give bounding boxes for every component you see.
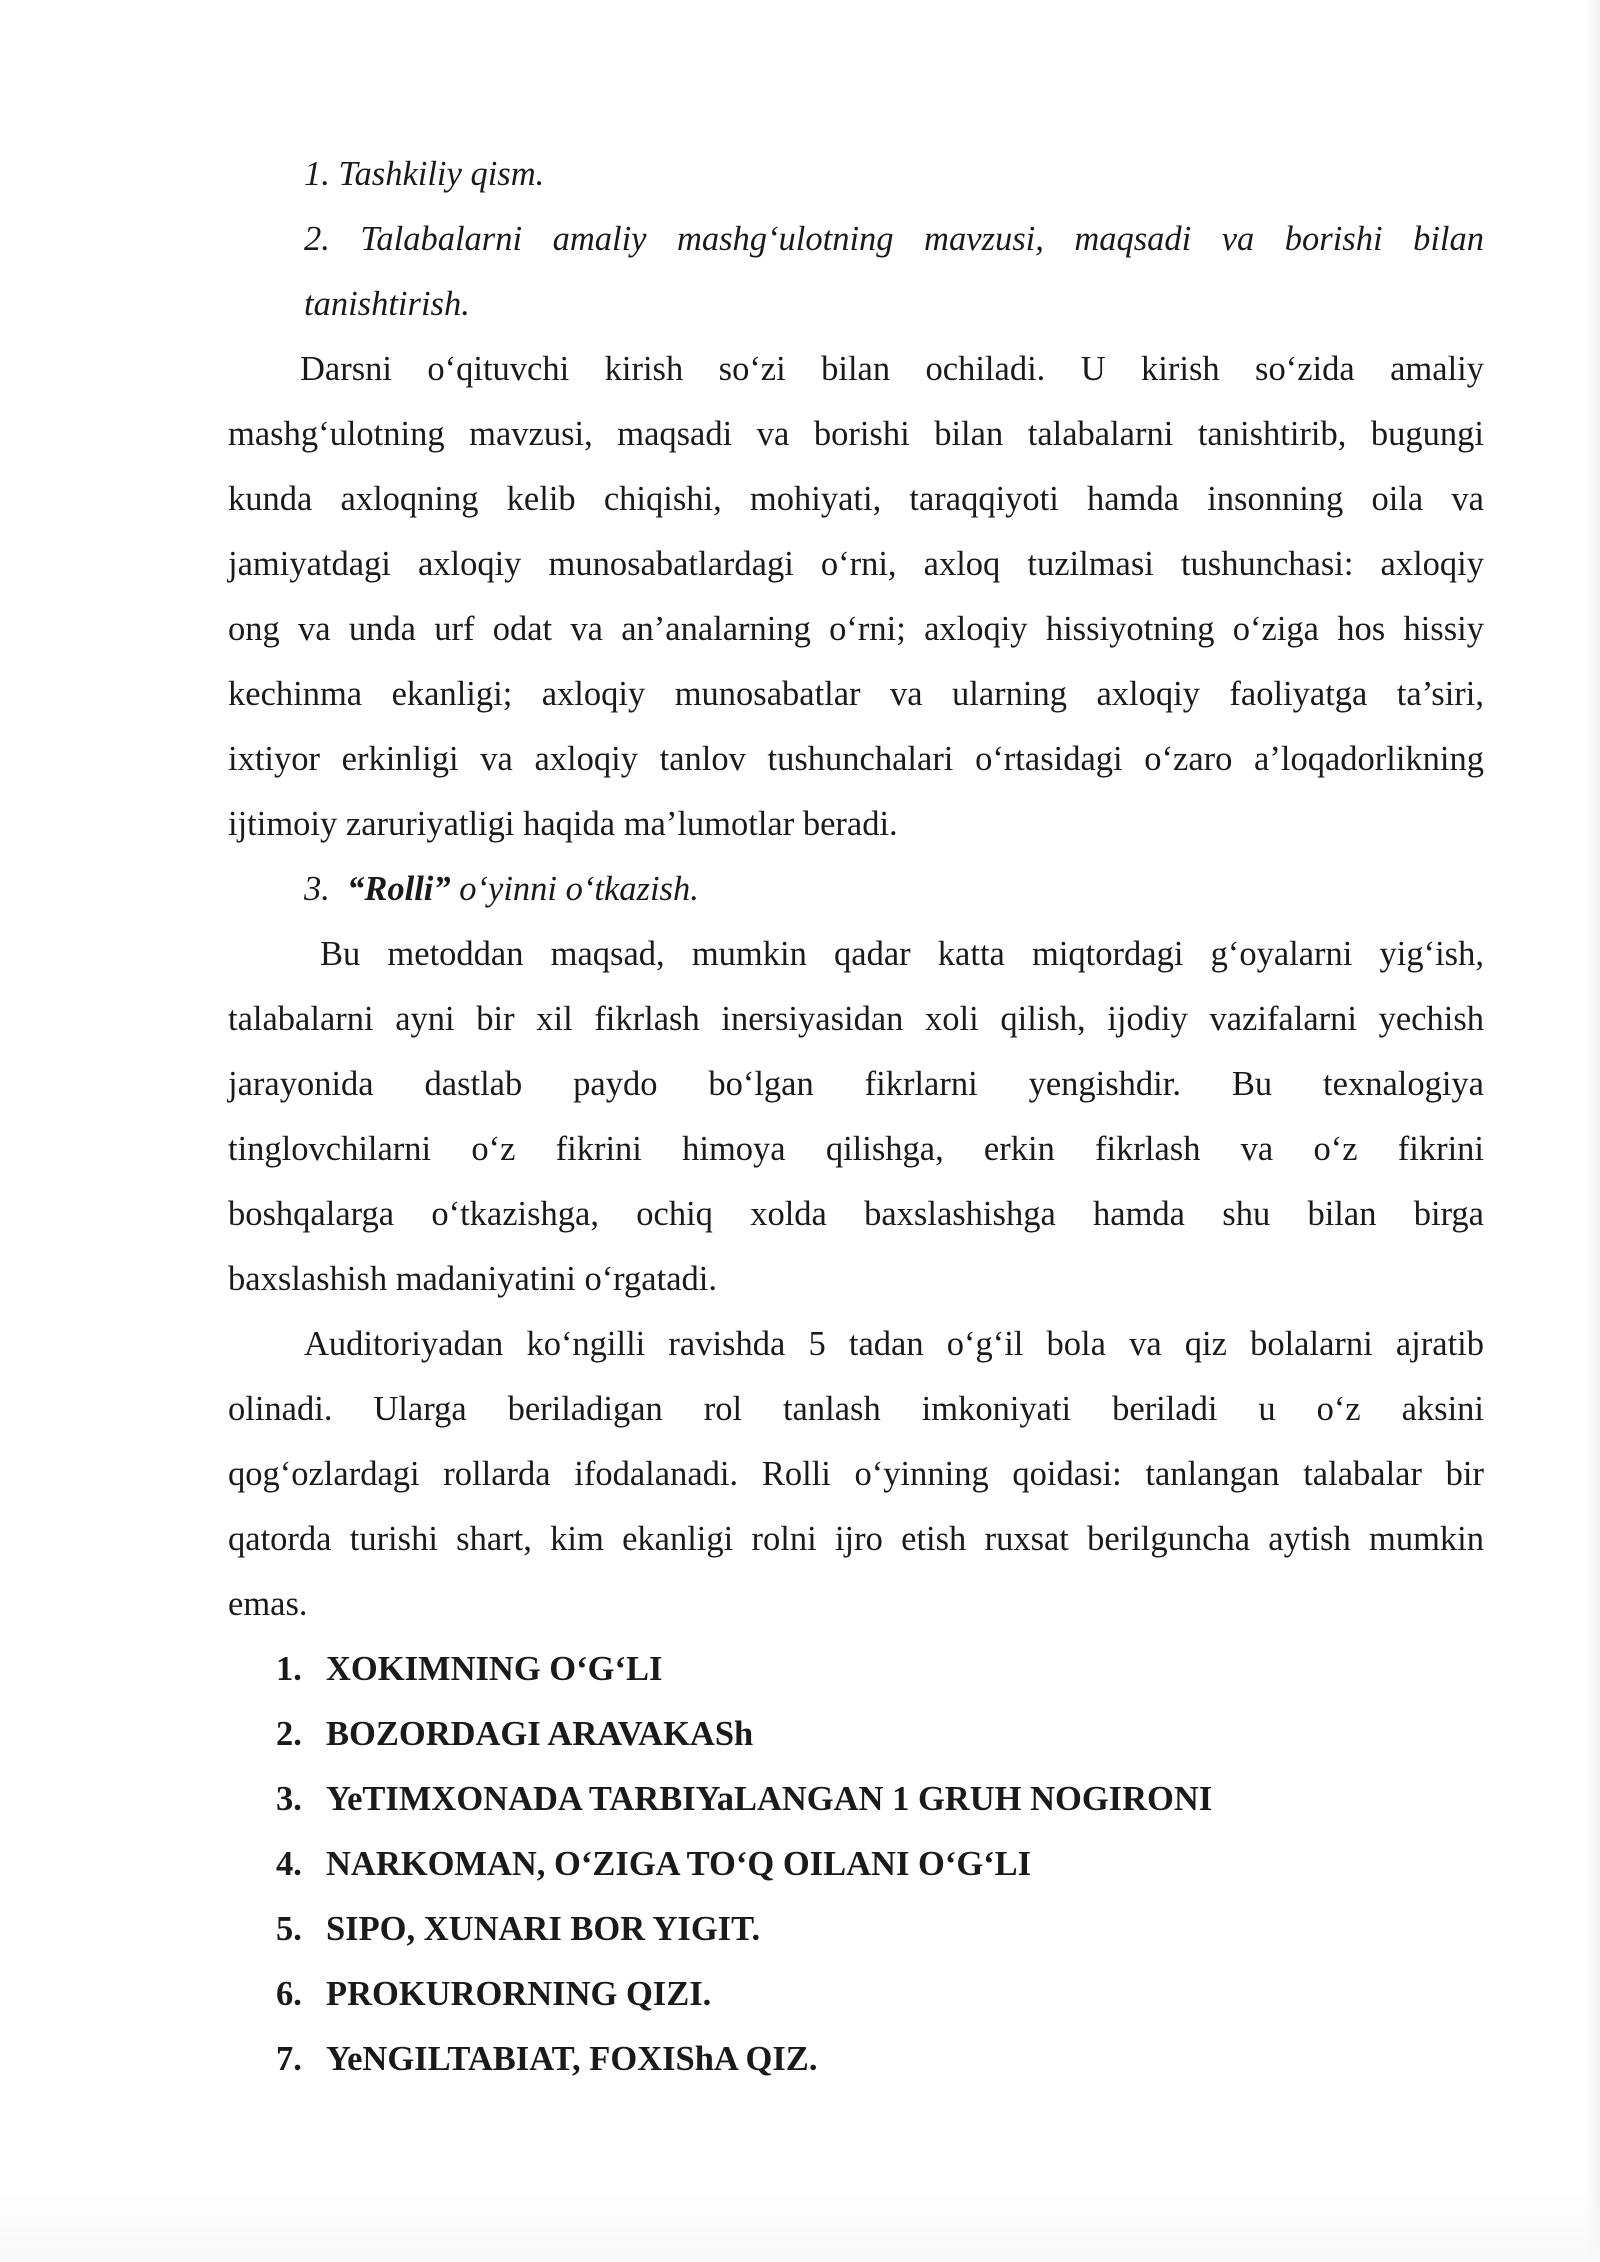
role-list-item: [228, 2027, 1484, 2092]
role-number: 7.: [276, 2040, 302, 2078]
paragraph-1-line: jamiyatdagi axloqiy munosabatlardagi o‘rni, axloq tuzilmasi tushunchasi: axloqiy: [228, 545, 1484, 583]
paragraph-1-line: Darsni o‘qituvchi kirish so‘zi bilan ochiladi. U kirish so‘zida amaliy: [300, 350, 1484, 388]
role-number: 1.: [276, 1650, 302, 1688]
paragraph-2-line: baxslashish madaniyatini o‘rgatadi.: [228, 1260, 717, 1298]
paragraph-3-line: qatorda turishi shart, kim ekanligi rolni ijro etish ruxsat berilguncha aytish mumkin: [228, 1520, 1484, 1558]
paragraph-2-line: talabalarni ayni bir xil fikrlash inersiyasidan xoli qilish, ijodiy vazifalarni yechish: [228, 1000, 1484, 1038]
role-number: 2.: [276, 1715, 302, 1753]
page-edge-shadow: [1586, 0, 1600, 2262]
role-number: 5.: [276, 1910, 302, 1948]
paragraph-2-line: boshqalarga o‘tkazishga, ochiq xolda baxslashishga hamda shu bilan birga: [228, 1195, 1484, 1233]
role-list-item: [228, 1897, 1484, 1962]
role-list-item: [228, 1962, 1484, 2027]
role-text: YeNGILTABIAT, FOXIShA QIZ.: [326, 2040, 818, 2078]
section-heading-rolli: [228, 857, 1484, 922]
role-text: BOZORDAGI ARAVAKASh: [326, 1715, 754, 1753]
role-number: 4.: [276, 1845, 302, 1883]
role-text: XOKIMNING O‘G‘LI: [326, 1650, 663, 1688]
paragraph-2-line: Bu metoddan maqsad, mumkin qadar katta miqtordagi g‘oyalarni yig‘ish,: [320, 935, 1484, 973]
role-number: 6.: [276, 1975, 302, 2013]
role-number: 3.: [276, 1780, 302, 1818]
role-list-item: [228, 1832, 1484, 1897]
paragraph-1-line: mashg‘ulotning mavzusi, maqsadi va borishi bilan talabalarni tanishtirib, bugungi: [228, 415, 1484, 453]
intro-item-1: 1. Tashkiliy qism.: [304, 155, 545, 193]
heading-rest: o‘yinni o‘tkazish.: [459, 870, 699, 908]
paragraph-3-line: qog‘ozlardagi rollarda ifodalanadi. Rolli o‘yinning qoidasi: tanlangan talabalar bir: [228, 1455, 1484, 1493]
intro-item-2-cont: tanishtirish.: [304, 285, 470, 323]
paragraph-1-line: ijtimoiy zaruriyatligi haqida ma’lumotlar beradi.: [228, 805, 898, 843]
paragraph-2-line: tinglovchilarni o‘z fikrini himoya qilishga, erkin fikrlash va o‘z fikrini: [228, 1130, 1484, 1168]
paragraph-1-line: kunda axloqning kelib chiqishi, mohiyati, taraqqiyoti hamda insonning oila va: [228, 480, 1484, 518]
role-text: PROKURORNING QIZI.: [326, 1975, 712, 2013]
paragraph-2-line: jarayonida dastlab paydo bo‘lgan fikrlarni yengishdir. Bu texnalogiya: [228, 1065, 1484, 1103]
paragraph-1-line: ixtiyor erkinligi va axloqiy tanlov tushunchalari o‘rtasidagi o‘zaro a’loqadorlikning: [228, 740, 1484, 778]
page-bottom-fade: [0, 2192, 1600, 2262]
role-list-item: [228, 1637, 1484, 1702]
paragraph-1-line: kechinma ekanligi; axloqiy munosabatlar va ularning axloqiy faoliyatga ta’siri,: [228, 675, 1484, 713]
role-text: YeTIMXONADA TARBIYaLANGAN 1 GRUH NOGIRONI: [326, 1780, 1213, 1818]
paragraph-1-line: ong va unda urf odat va an’analarning o‘rni; axloqiy hissiyotning o‘ziga hos hissiy: [228, 610, 1484, 648]
document-body: [228, 142, 1484, 2092]
paragraph-3-line: emas.: [228, 1585, 308, 1623]
role-list-item: [228, 1702, 1484, 1767]
role-list-item: [228, 1767, 1484, 1832]
role-text: SIPO, XUNARI BOR YIGIT.: [326, 1910, 761, 1948]
heading-bold-term: “Rolli”: [347, 870, 451, 908]
intro-item-2: 2. Talabalarni amaliy mashg‘ulotning mavzusi, maqsadi va borishi bilan: [304, 220, 1484, 258]
heading-number: 3.: [304, 870, 330, 908]
role-text: NARKOMAN, O‘ZIGA TO‘Q OILANI O‘G‘LI: [326, 1845, 1032, 1883]
paragraph-3-line: olinadi. Ularga beriladigan rol tanlash imkoniyati beriladi u o‘z aksini: [228, 1390, 1484, 1428]
paragraph-3-line: Auditoriyadan ko‘ngilli ravishda 5 tadan o‘g‘il bola va qiz bolalarni ajratib: [304, 1325, 1484, 1363]
